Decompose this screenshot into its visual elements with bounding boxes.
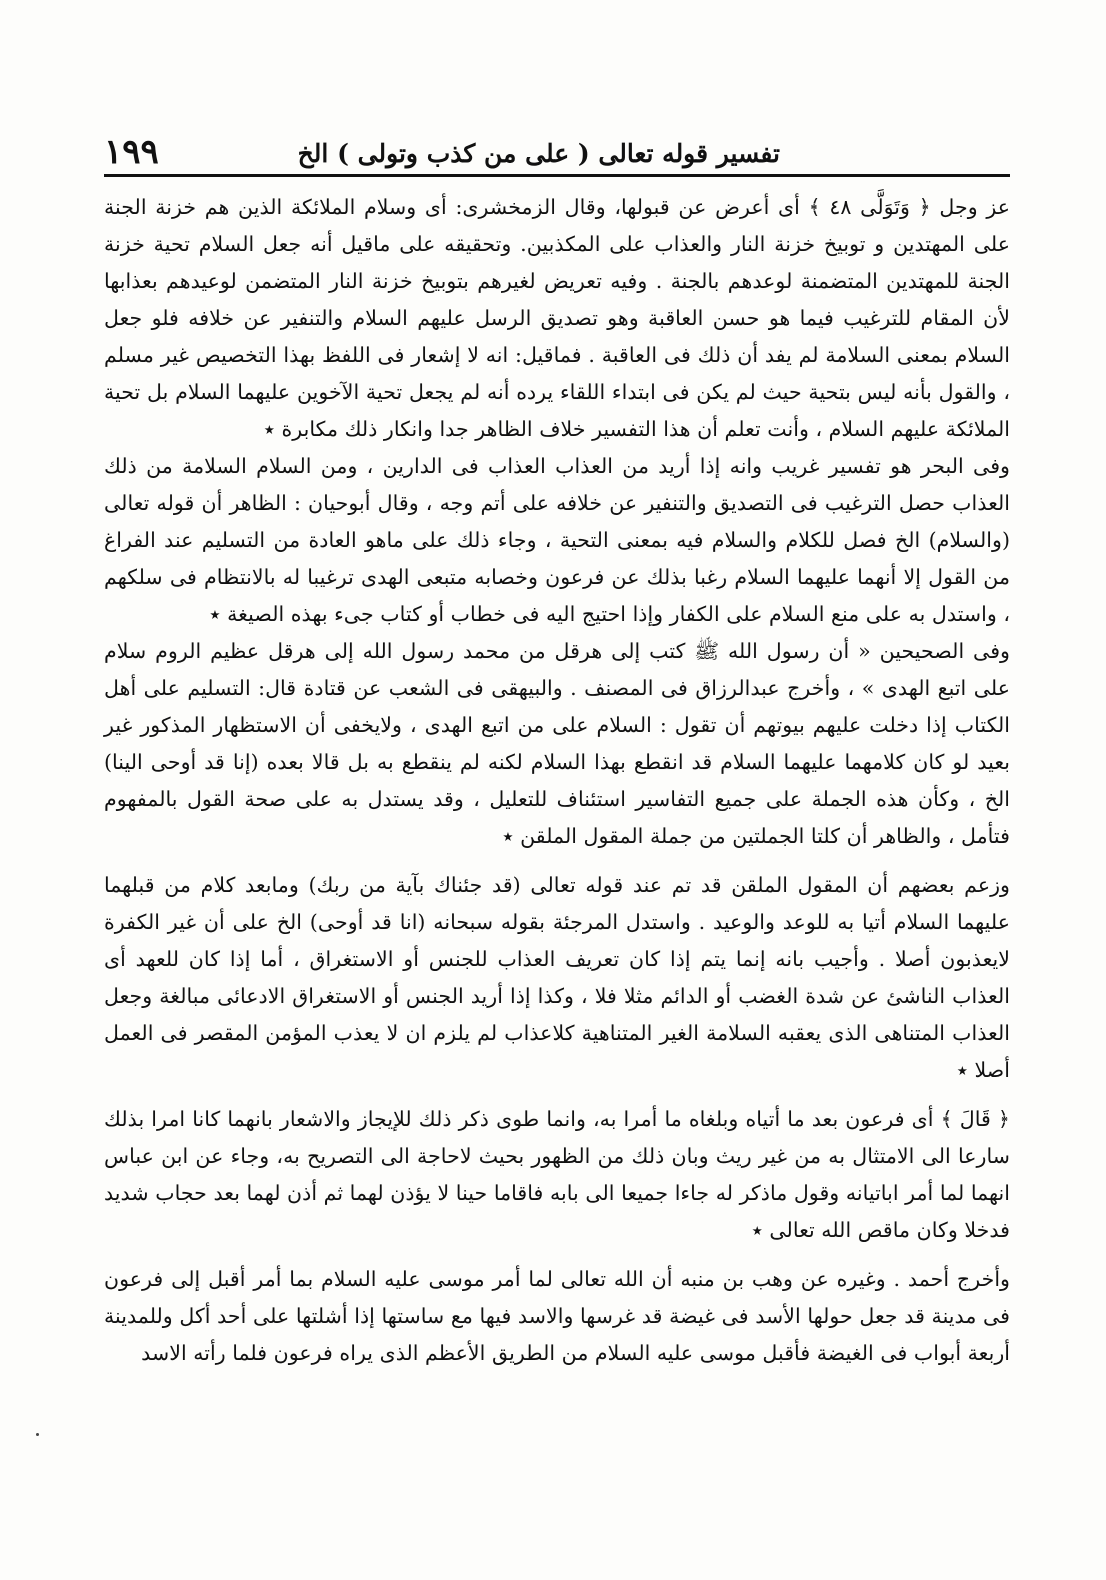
paragraph-5: ﴿ قَالَ ﴾ أى فرعون بعد ما أتياه وبلغاه ما أمرا به، وانما طوى ذكر ذلك للإيجاز والاشعار بانهما كانا امرا بذلك سارعا الى الامتثال به من غير ريث وبان ذلك من الظهور بحيث لاحاجة الى التصريح به، وجاء عن ابن عباس انهما لما أمر اباتيانه وقول ماذكر له جاءا جميعا الى بابه فاقاما حينا لا يؤذن لهما ثم أذن لهما بعد حجاب شديد فدخلا وكان ماقص الله تعالى ٭ — [104, 1107, 1010, 1242]
paragraph-2: وفى البحر هو تفسير غريب وانه إذا أريد من العذاب العذاب فى الدارين ، ومن السلام السلامة من ذلك العذاب حصل الترغيب فى التصديق والتنفير عن خلافه على أتم وجه ، وقال أبوحيان : الظاهر أن قوله تعالى (والسلام) الخ فصل للكلام والسلام فيه بمعنى التحية ، وجاء ذلك على ماهو العادة من التسليم عند الفراغ من القول إلا أنهما عليهما السلام رغبا بذلك عن فرعون وخصابه متبعى الهدى ترغيبا له بالانتظام فى سلكهم ، واستدل به على منع السلام على الكفار وإذا احتيج اليه فى خطاب أو كتاب جىء بهذه الصيغة ٭ — [104, 454, 1010, 626]
paragraph-4: وزعم بعضهم أن المقول الملقن قد تم عند قوله تعالى (قد جئناك بآية من ربك) ومابعد كلام من قبلهما عليهما السلام أتيا به للوعد والوعيد . واستدل المرجئة بقوله سبحانه (انا قد أوحى) الخ على أن غير الكفرة لايعذبون أصلا . وأجيب بانه إنما يتم إذا كان تعريف العذاب للجنس أو الاستغراق ، أما إذا كان للعهد أى العذاب الناشئ عن شدة الغضب أو الدائم مثلا فلا ، وكذا إذا أريد الجنس أو الاستغراق الادعائى مبالغة وجعل العذاب المتناهى الذى يعقبه السلامة الغير المتناهية كلاعذاب لم يلزم ان لا يعذب المؤمن المقصر فى العمل أصلا ٭ — [104, 873, 1010, 1082]
paragraph-3: وفى الصحيحين « أن رسول الله ﷺ كتب إلى هرقل من محمد رسول الله إلى هرقل عظيم الروم سلام على اتبع الهدى » ، وأخرج عبدالرزاق فى المصنف . والبيهقى فى الشعب عن قتادة قال: التسليم على أهل الكتاب إذا دخلت عليهم بيوتهم أن تقول : السلام على من اتبع الهدى ، ولايخفى أن الاستظهار المذكور غير بعيد لو كان كلامهما عليهما السلام قد انقطع بهذا السلام لكنه لم ينقطع به بل قالا بعده (إنا قد أوحى الينا) الخ ، وكأن هذه الجملة على جميع التفاسير استئناف للتعليل ، وقد يستدل به على صحة القول بالمفهوم فتأمل ، والظاهر أن كلتا الجملتين من جملة المقول الملقن ٭ — [104, 639, 1010, 848]
ink-speck — [36, 1433, 39, 1436]
paragraph-1: عز وجل ﴿ وَتَوَلَّى ٤٨ ﴾ أى أعرض عن قبولها، وقال الزمخشرى: أى وسلام الملائكة الذين هم خزنة الجنة على المهتدين و توبيخ خزنة النار والعذاب على المكذبين. وتحقيقه على ماقيل أنه جعل السلام تحية خزنة الجنة للمهتدين المتضمنة لوعدهم بالجنة . وفيه تعريض لغيرهم بتوبيخ خزنة النار المتضمن لوعيدهم بعذابها لأن المقام للترغيب فيما هو حسن العاقبة وهو تصديق الرسل عليهم السلام والتنفير عن خلافه فلو جعل السلام بمعنى السلامة لم يفد أن ذلك فى العاقبة . فماقيل: انه لا إشعار فى اللفظ بهذا التخصيص غير مسلم ، والقول بأنه ليس بتحية حيث لم يكن فى ابتداء اللقاء يرده أنه لم يجعل تحية الآخوين عليهما السلام بل تحية الملائكة عليهم السلام ، وأنت تعلم أن هذا التفسير خلاف الظاهر جدا وانكار ذلك مكابرة ٭ — [104, 195, 1011, 441]
running-title: تفسير قوله تعالى ( على من كذب وتولى ) الخ — [297, 139, 780, 168]
page-header — [104, 118, 1010, 177]
paragraph-6: وأخرج أحمد . وغيره عن وهب بن منبه أن الله تعالى لما أمر موسى عليه السلام بما أمر أقبل إلى فرعون فى مدينة قد جعل حولها الأسد فى غيضة قد غرسها والاسد فيها مع ساستها إذا أشلتها على أحد أكل وللمدينة أربعة أبواب فى الغيضة فأقبل موسى عليه السلام من الطريق الأعظم الذى يراه فرعون فلما رأته الاسد — [104, 1267, 1010, 1365]
page-number: ١٩٩ — [104, 132, 159, 172]
body-text — [104, 189, 1010, 1372]
